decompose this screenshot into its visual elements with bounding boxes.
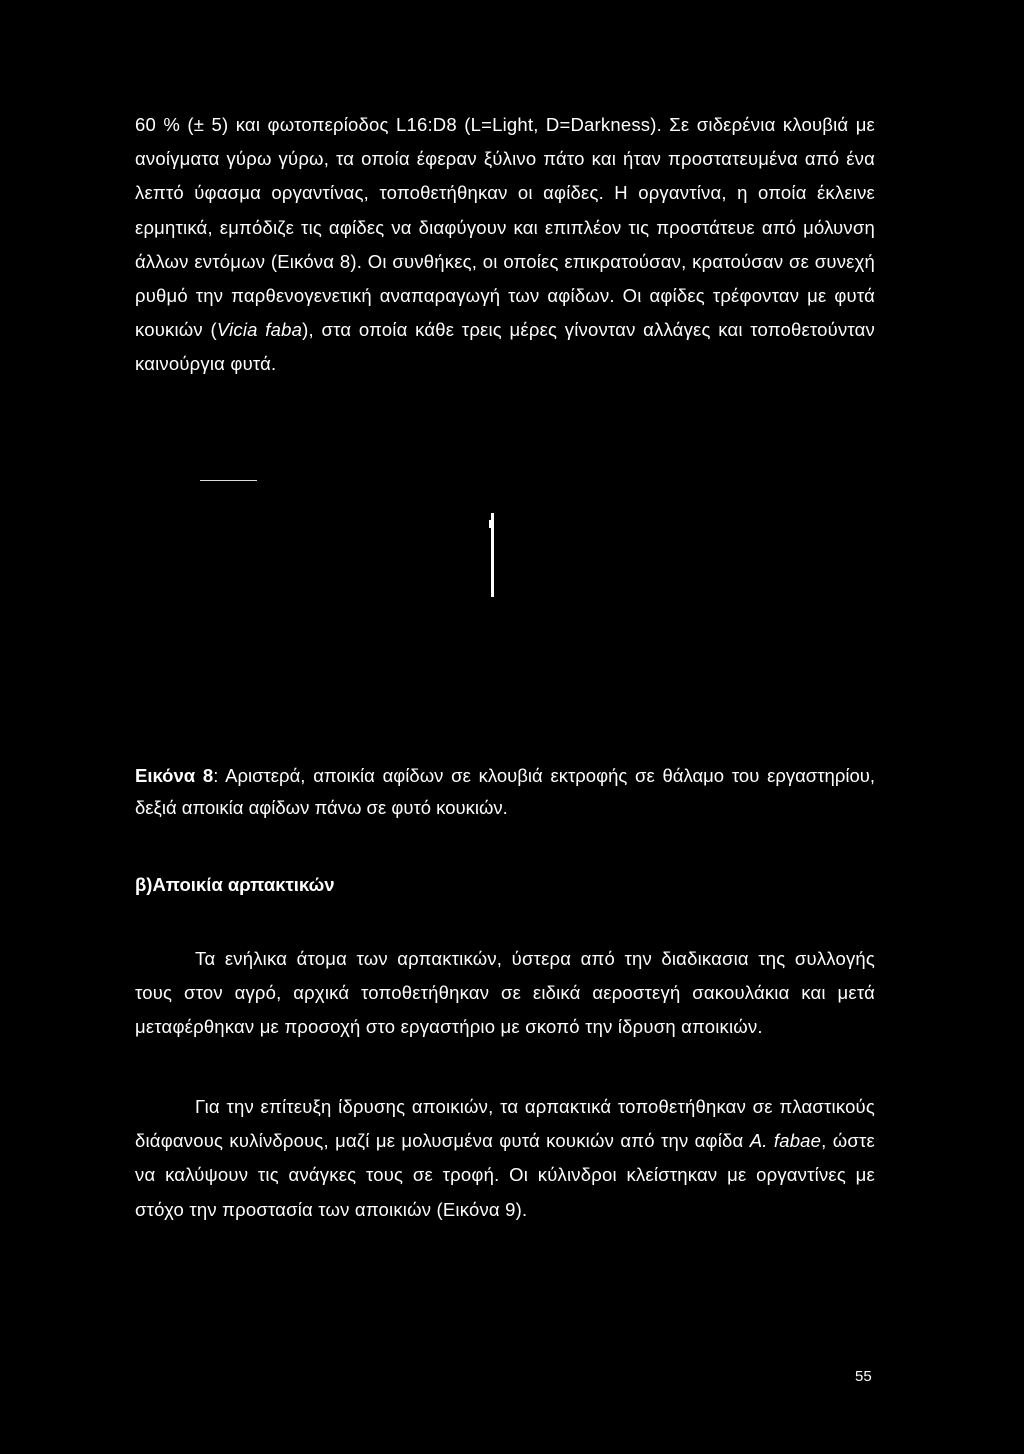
para3-text-1: Για την επίτευξη ίδρυσης αποικιών, τα αρπακτικά τοποθετήθηκαν σε πλαστικούς διάφανους κυλίνδρους, μαζί με μολυσμένα φυτά κουκιών από την αφίδα: [135, 1096, 875, 1152]
page-number: 55: [855, 1368, 872, 1385]
figure-8-image-area: [135, 470, 875, 730]
species-name-vicia-faba: Vicia faba: [216, 319, 303, 341]
section-heading: β)Αποικία αρπακτικών: [135, 874, 335, 895]
paragraph-2: Τα ενήλικα άτομα των αρπακτικών, ύστερα από την διαδικασια της συλλογής τους στον αγρό, αρχικά τοποθετήθηκαν σε ειδικά αεροστεγή σακουλάκια και μετά μεταφέρθηκαν με προσοχή στο εργαστήριο με σκοπό την ίδρυση αποικιών.: [135, 948, 875, 1038]
figure-mark-notch: [489, 520, 491, 528]
figure-mark-bar: [491, 513, 494, 597]
intro-paragraph: [135, 108, 875, 382]
intro-text-1: 60 % (± 5) και φωτοπερίοδος L16:D8 (L=Light, D=Darkness). Σε σιδερένια κλουβιά με ανοίγματα γύρω γύρω, τα οποία έφεραν ξύλινο πάτο και ήταν προστατευμένα από ένα λεπτό ύφασμα οργαντίνας, τοποθετήθηκαν οι αφίδες. Η οργαντίνα, η οποία έκλεινε ερμητικά, εμπόδιζε τις αφίδες να διαφύγουν και επιπλέον τις προστάτευε από μόλυνση άλλων εντόμων (Εικόνα 8). Οι συνθήκες, οι οποίες επικρατούσαν, κρατούσαν σε συνεχή ρυθμό την παρθενογενετική αναπαραγωγή των αφίδων. Οι αφίδες τρέφονταν με φυτά κουκιών (: [135, 114, 875, 341]
figure-caption: [135, 760, 875, 824]
figure-caption-label: Εικόνα 8: [135, 765, 214, 786]
para3-text-2: , ώστε να καλύψουν τις ανάγκες τους σε τροφή. Οι κύλινδροι κλείστηκαν με οργαντίνες με στόχο την προστασία των αποικιών (Εικόνα 9).: [135, 1130, 875, 1220]
figure-caption-text: : Αριστερά, αποικία αφίδων σε κλουβιά εκτροφής σε θάλαμο του εργαστηρίου, δεξιά αποικία αφίδων πάνω σε φυτό κουκιών.: [135, 765, 876, 818]
paragraph-3: [135, 1090, 875, 1227]
species-name-a-fabae: A. fabae: [749, 1130, 822, 1152]
figure-mark-dash: [200, 480, 257, 481]
intro-text-2: ), στα οποία κάθε τρεις μέρες γίνονταν αλλάγες και τοποθετούνταν καινούργια φυτά.: [135, 319, 875, 375]
